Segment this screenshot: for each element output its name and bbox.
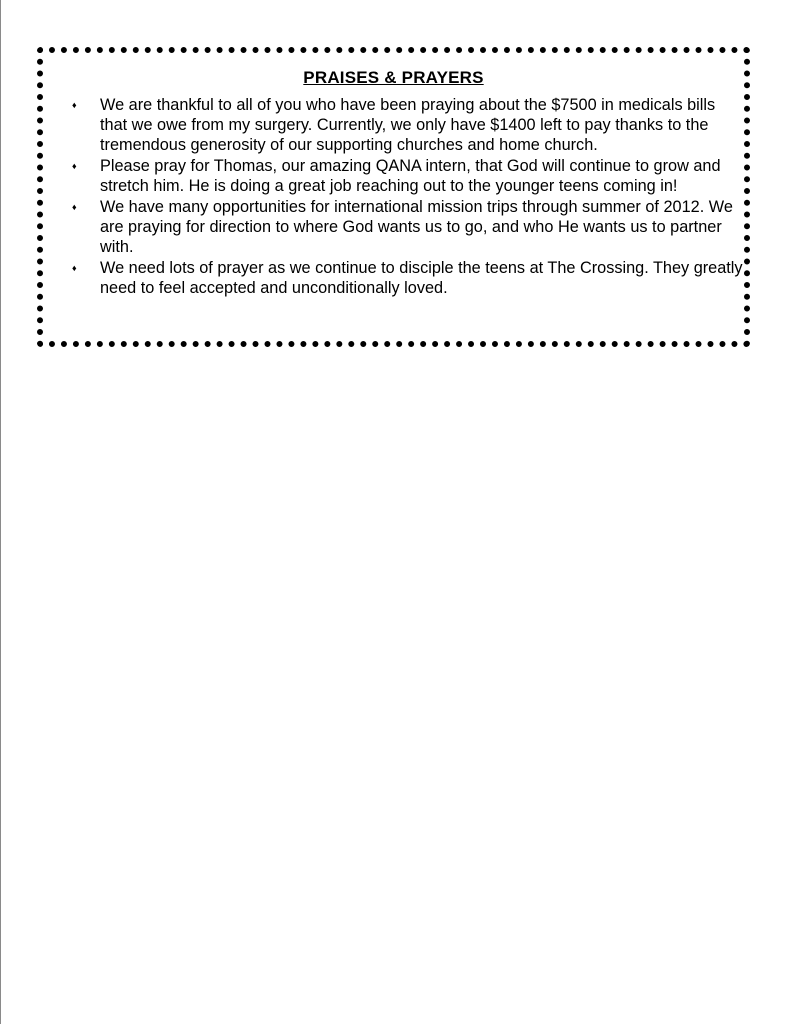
praises-prayers-box [37,47,750,347]
list-item [71,258,745,298]
prayer-list [71,95,745,299]
diamond-bullet-icon: ♦ [72,100,77,110]
list-item [71,156,745,196]
diamond-bullet-icon: ♦ [72,202,77,212]
page-edge [0,0,1,1024]
diamond-bullet-icon: ♦ [72,161,77,171]
list-item-text: We are thankful to all of you who have been praying about the $7500 in medicals bills that we owe from my surgery. Currently, we only have $1400 left to pay thanks to the tremendous generosity of our supporting churches and home church. [100,96,716,154]
section-title: PRAISES & PRAYERS [303,68,484,87]
list-item-text: We have many opportunities for international mission trips through summer of 2012. We are praying for direction to where God wants us to go, and who He wants us to partner with. [100,198,733,256]
list-item-text: We need lots of prayer as we continue to disciple the teens at The Crossing. They greatly need to feel accepted and unconditionally loved. [100,259,743,297]
list-item [71,197,745,257]
list-item [71,95,745,155]
diamond-bullet-icon: ♦ [72,263,77,273]
list-item-text: Please pray for Thomas, our amazing QANA intern, that God will continue to grow and stretch him. He is doing a great job reaching out to the younger teens coming in! [100,157,721,195]
